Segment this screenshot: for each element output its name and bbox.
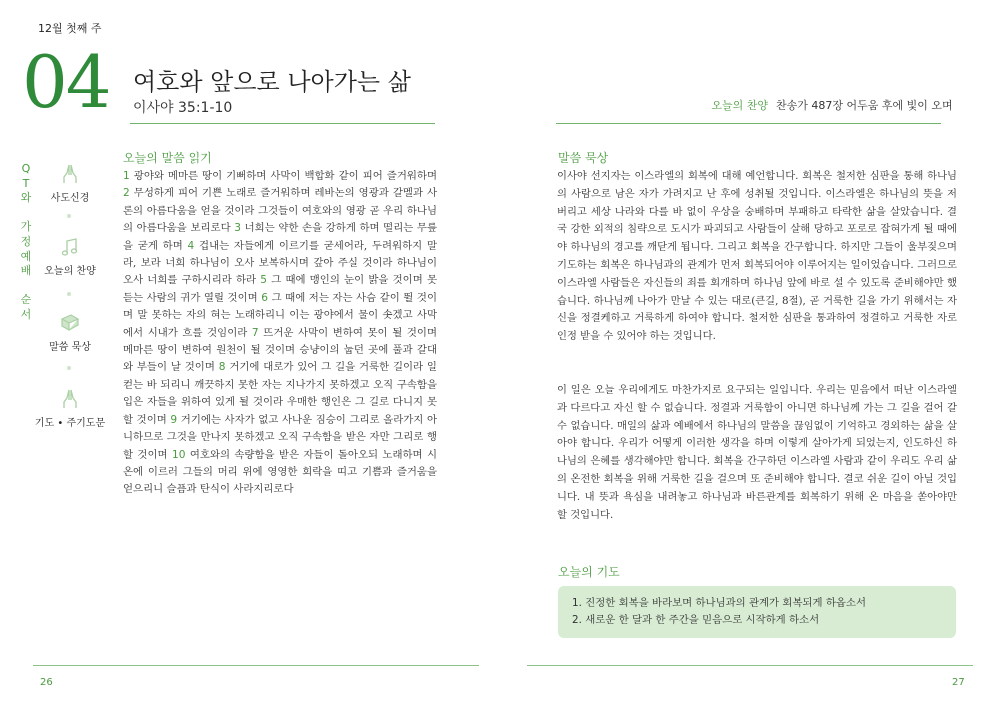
verse-text: 무성하게 피어 기쁜 노래로 즐거워하며 레바논의 영광과 갈멜과 사론의 아름다움을 얻을 것이라 그것들이 여호와의 영광 곧 우리 하나님의 아름다움을 보리로다 xyxy=(123,187,437,235)
side-spacer xyxy=(18,206,34,221)
verse-number: 7 xyxy=(251,326,259,339)
praying-hands-icon xyxy=(59,388,81,410)
verse-number: 4 xyxy=(187,239,195,252)
verse-number: 9 xyxy=(170,413,178,426)
footer-divider-left xyxy=(33,665,479,666)
verse-text: 뜨거운 사막이 변하여 못이 될 것이며 메마른 땅이 변하여 원천이 될 것이며 승냥이의 눕던 곳에 풀과 갈대와 부들이 날 것이며 xyxy=(123,326,437,374)
meditation-paragraph-1: 이사야 선지자는 이스라엘의 회복에 대해 예언합니다. 회복은 철저한 심판을 통해 하나님의 사람으로 남은 자가 가려지고 난 후에 성취될 것입니다. 이스라엘은 하나님의 뜻을 저버리고 세상 나라와 다를 바 없이 우상을 숭배하며 부패하고 타락한 삶을 살았습니다. 결국 강한 외적의 침략으로 도시가 파괴되고 사람들이 살해 당하고 포로로 잡혀가게 될 때에야 하나님의 경고를 깨닫게 됩니다. 그리고 회복을 간구합니다. 하지만 그들이 울부짖으며 기도하는 회복은 하나님과의 관계가 먼저 회복되어야 이루어지는 일이었습니다. 그러므로 이스라엘 사람들은 자신들의 죄를 회개하며 하나님 앞에 바로 설 수 있도록 준비해야만 했습니다. 하나님께 나아가 만날 수 있는 대로(큰길, 8절), 곧 거룩한 길을 가기 위해서는 자신을 정결케하고 거룩하게 하여야 합니다. 철저한 심판을 통과하여 정결하고 거룩한 자로 인정 받을 수 있어야 하는 것입니다. xyxy=(557,170,958,343)
side-char: 정 xyxy=(20,234,32,248)
verse-text: 겁내는 자들에게 이르기를 굳세어라, 두려워하지 말라, 보라 너희 하나님이 오사 보복하시며 갚아 주실 것이라 하나님이 오사 너희를 구하시리라 하라 xyxy=(123,239,437,287)
verse-text: 그 때에 맹인의 눈이 밝을 것이며 못 듣는 사람의 귀가 열릴 것이며 xyxy=(123,274,438,304)
verse-number: 3 xyxy=(234,222,241,235)
nav-dot xyxy=(67,366,71,370)
verse-number: 6 xyxy=(261,291,268,304)
side-char: 순 xyxy=(20,293,32,307)
bible-icon xyxy=(59,312,81,334)
side-char: Q xyxy=(21,162,31,175)
verse-text: 거기에 대로가 있어 그 길을 거룩한 길이라 일컫는 바 되리니 깨끗하지 못한 자는 지나가지 못하겠고 오직 구속함을 입은 자들을 위하여 있게 될 것이라 우매한 행인은 그 길로 다니지 못할 것이며 xyxy=(123,361,437,426)
scripture-text xyxy=(123,168,437,499)
verse-text: 거기에는 사자가 없고 사나운 짐승이 그리로 올라가지 아니하므로 그것을 만나지 못하겠고 오직 구속함을 받은 자만 그리로 행할 것이며 xyxy=(123,413,437,461)
side-spacer xyxy=(18,279,34,294)
page-title: 여호와 앞으로 나아가는 삶 xyxy=(133,68,411,96)
side-nav-apostles-creed xyxy=(30,163,110,204)
hymn-title: 찬송가 487장 어두움 후에 빛이 오며 xyxy=(776,99,953,112)
music-note-icon xyxy=(59,236,81,258)
side-nav-label: 말씀 묵상 xyxy=(49,342,91,353)
verse-number: 2 xyxy=(123,187,130,200)
nav-dot xyxy=(67,214,71,218)
nav-dot xyxy=(67,292,71,296)
side-nav-label: 기도 • 주기도문 xyxy=(34,418,106,429)
side-nav-label: 오늘의 찬양 xyxy=(44,266,96,277)
header-divider-right xyxy=(556,123,941,124)
verse-text: 너희는 약한 손을 강하게 하며 떨리는 무릎을 굳게 하며 xyxy=(123,222,437,252)
page-number-right: 27 xyxy=(952,677,965,688)
side-nav-label: 사도신경 xyxy=(50,193,90,204)
side-nav-hymn xyxy=(30,236,110,277)
prayer-box xyxy=(558,586,956,638)
prayer-item: 2. 새로운 한 달과 한 주간을 믿음으로 시작하게 하소서 xyxy=(572,614,820,626)
verse-text: 그 때에 저는 자는 사슴 같이 뛸 것이며 말 못하는 자의 혀는 노래하리니 이는 광야에서 물이 솟겠고 사막에서 시내가 흐를 것임이라 xyxy=(123,291,437,339)
side-nav-prayer xyxy=(30,388,110,429)
page-number-left: 26 xyxy=(40,677,53,688)
header-divider-left xyxy=(130,123,435,124)
meditation-paragraph-2: 이 일은 오늘 우리에게도 마찬가지로 요구되는 일입니다. 우리는 믿음에서 떠난 이스라엘과 다르다고 자신 할 수 없습니다. 정결과 거룩함이 아니면 하나님께 가는 그 길을 걸어 갈 수 없습니다. 매일의 삶과 예배에서 하나님의 말씀을 끊임없이 기억하고 경외하는 삶을 살아야 합니다. 우리가 어떻게 이러한 생각을 하며 이렇게 살아가게 되었는지, 인도하신 하나님의 은혜를 생각해야만 합니다. 회복을 간구하던 이스라엘 사람과 같이 우리도 우리 삶의 온전한 회복을 위해 거룩한 길을 걸으며 또 준비해야 합니다. 결코 쉬운 길이 아닐 것입니다. 내 뜻과 욕심을 내려놓고 하나님과 바른관계를 회복하기 위해 온 마음을 쏟아야만 할 것입니다. xyxy=(557,384,957,521)
side-nav-meditation xyxy=(30,312,110,353)
prayer-heading: 오늘의 기도 xyxy=(558,565,620,579)
verse-number: 5 xyxy=(260,274,268,287)
hymn-label: 오늘의 찬양 xyxy=(711,99,768,112)
meditation-heading: 말씀 묵상 xyxy=(558,151,609,165)
verse-number: 1 xyxy=(123,170,130,182)
scripture-reference: 이사야 35:1-10 xyxy=(133,100,233,116)
reading-heading: 오늘의 말씀 읽기 xyxy=(123,151,212,165)
side-char: T xyxy=(22,176,30,190)
side-char: 와 xyxy=(20,191,32,205)
prayer-item: 1. 진정한 회복을 바라보며 하나님과의 관계가 회복되게 하옵소서 xyxy=(572,597,867,609)
verse-text: 광야와 메마른 땅이 기뻐하며 사막이 백합화 같이 피어 즐거워하며 xyxy=(133,170,437,182)
verse-number: 10 xyxy=(171,448,186,461)
verse-text: 여호와의 속량함을 받은 자들이 돌아오되 노래하며 시온에 이르러 그들의 머리 위에 영영한 희락을 띠고 기쁨과 즐거움을 얻으리니 슬픔과 탄식이 사라지리로다 xyxy=(123,448,438,496)
side-char: 예 xyxy=(20,249,32,263)
side-char: 가 xyxy=(20,220,32,234)
side-char: 배 xyxy=(20,264,32,278)
praying-hands-icon xyxy=(59,163,81,185)
side-char: 서 xyxy=(20,307,32,321)
lesson-number: 04 xyxy=(22,40,110,124)
running-head: 12월 첫째 주 xyxy=(38,22,102,35)
verse-number: 8 xyxy=(218,361,226,374)
footer-divider-right xyxy=(527,665,973,666)
